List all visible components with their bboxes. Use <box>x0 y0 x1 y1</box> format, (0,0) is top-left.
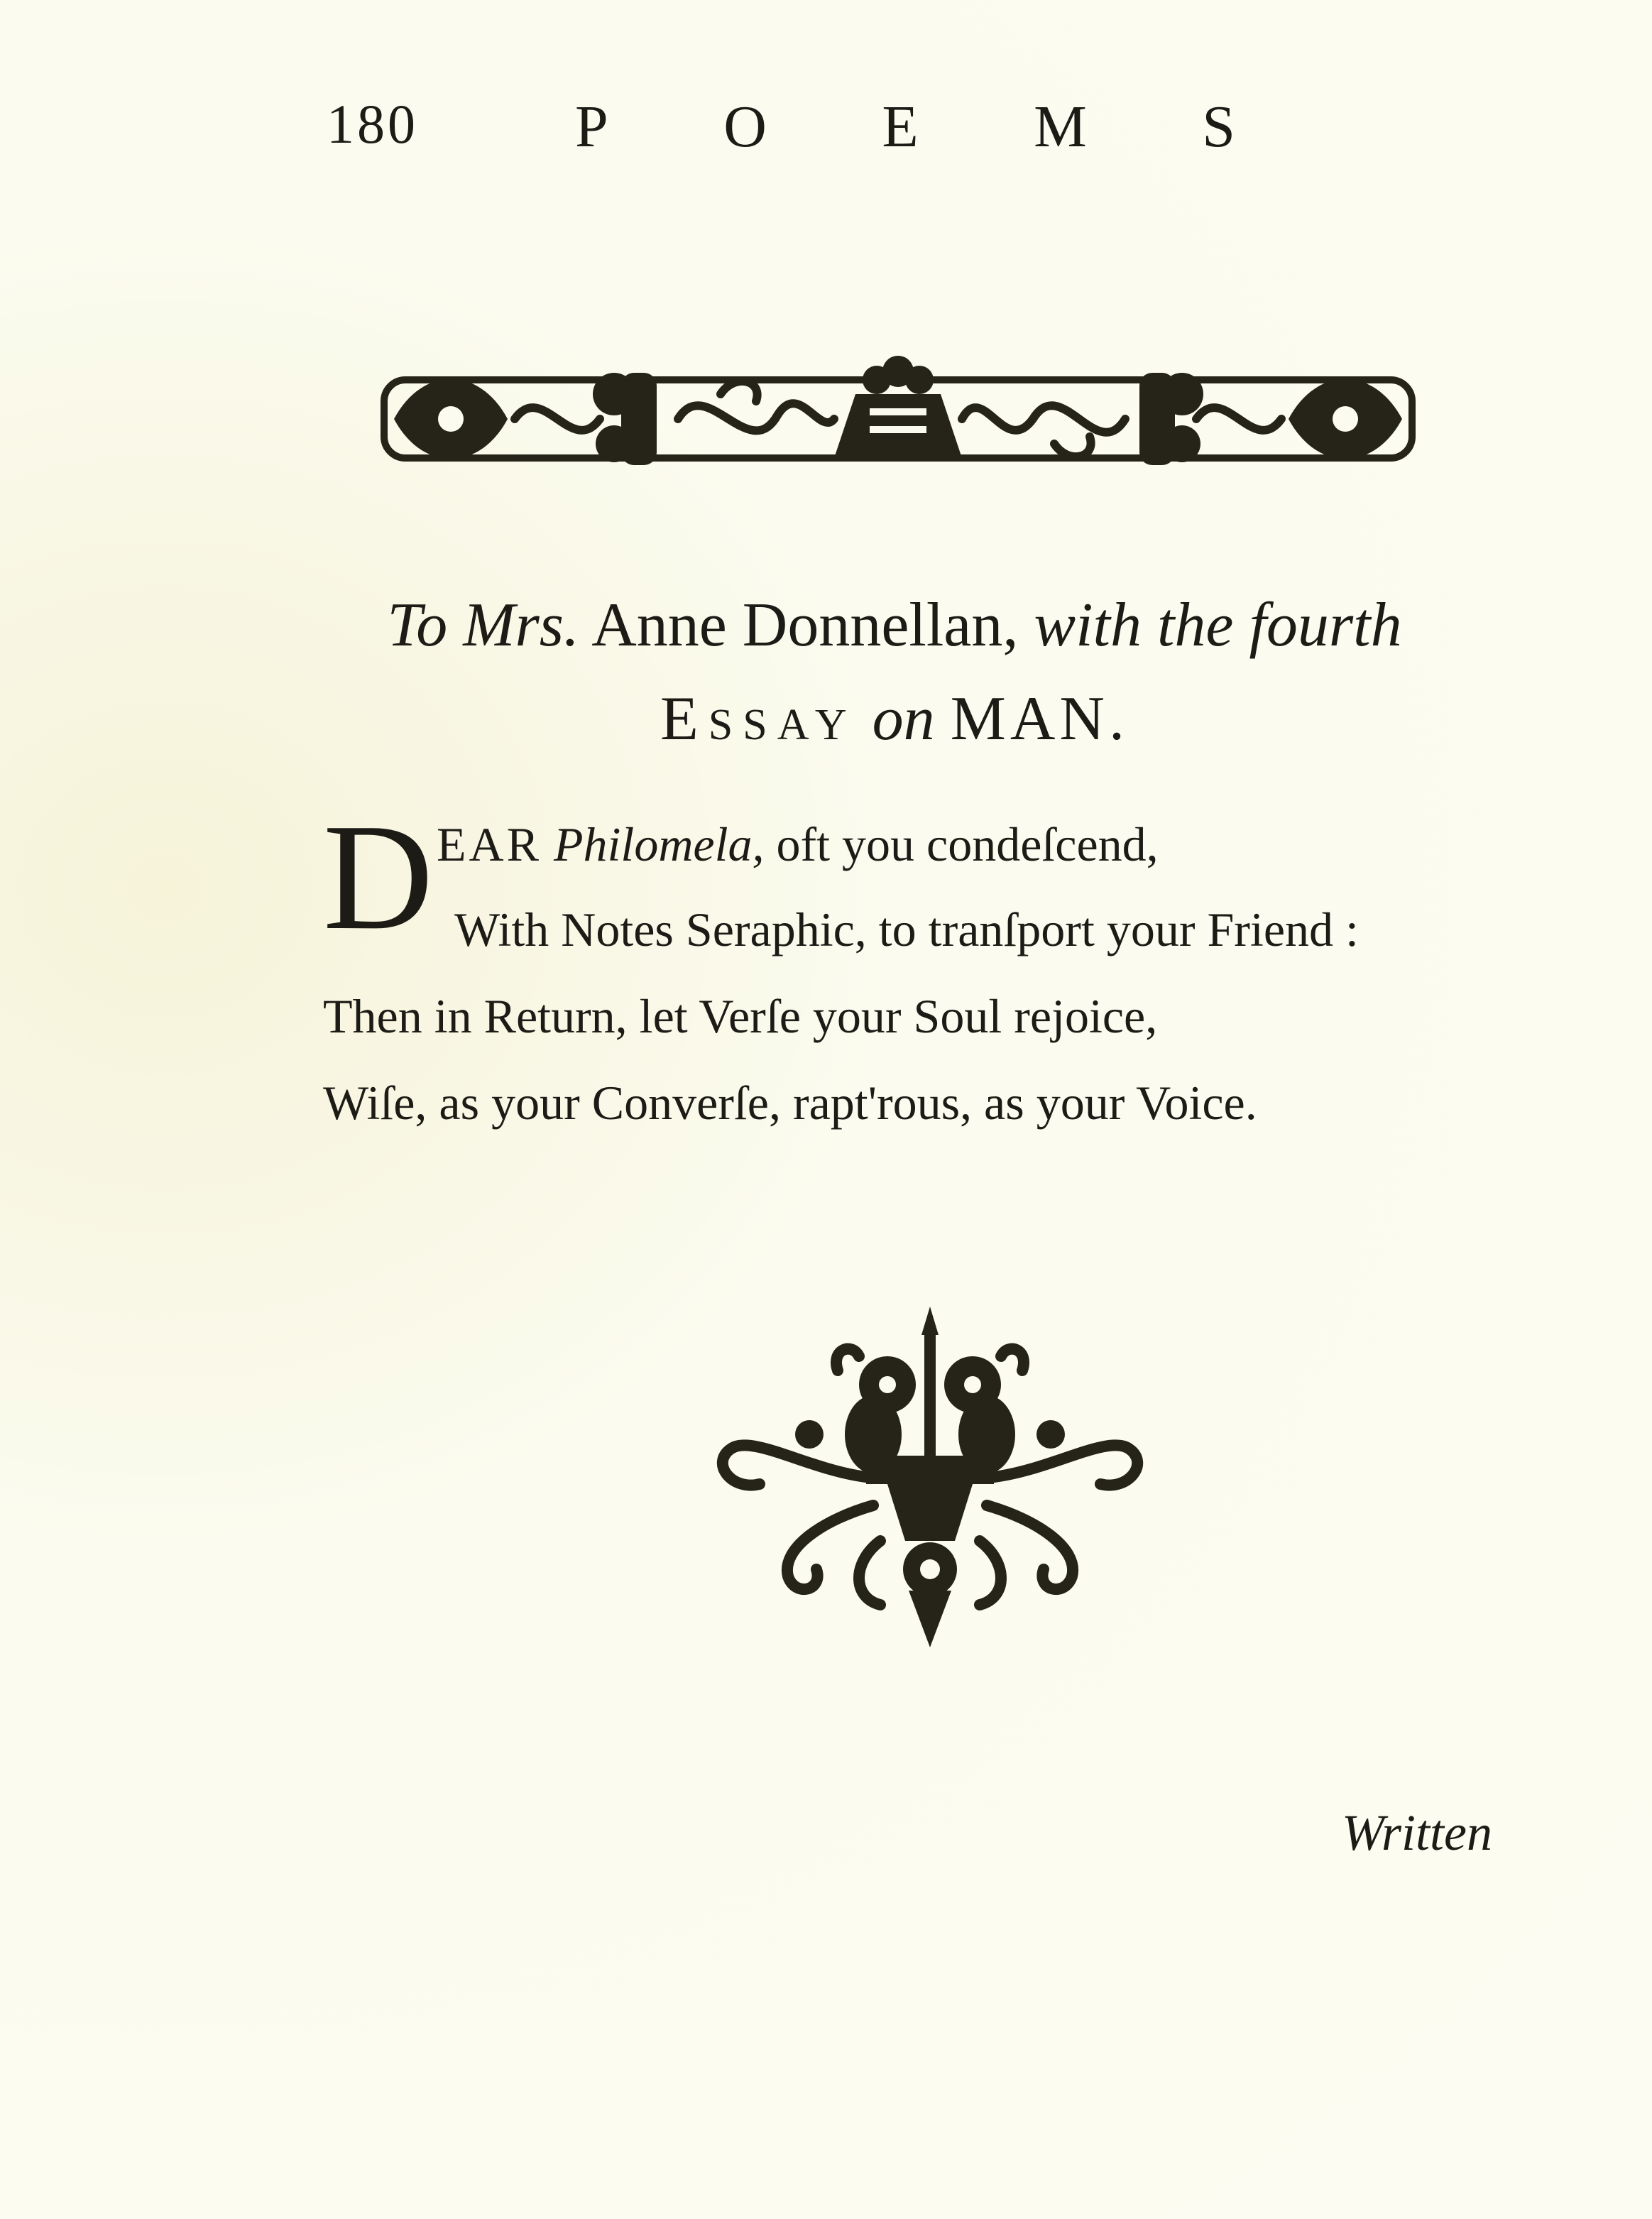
poem-title <box>312 579 1477 772</box>
poem-line-2: With Notes Seraphic, to tranſport your Friend : <box>454 903 1359 956</box>
title-man: MAN. <box>950 685 1129 753</box>
line1-caps: EAR <box>437 817 542 871</box>
title-essay-smallcaps: SSAY <box>708 701 857 749</box>
running-title-letter: M <box>1034 94 1087 160</box>
running-title-letter: O <box>723 94 767 160</box>
title-name: Anne Donnellan, <box>591 591 1019 660</box>
running-title <box>575 92 1235 161</box>
floral-band-ornament <box>380 351 1416 483</box>
catchword: Written <box>1342 1804 1492 1861</box>
running-title-letter: E <box>882 94 919 160</box>
poem-line-4: Wiſe, as your Converſe, rapt'rous, as your Voice. <box>323 1076 1257 1130</box>
running-title-letter: S <box>1202 94 1235 160</box>
title-line-2 <box>312 672 1477 772</box>
title-on: on <box>872 685 935 753</box>
title-line-1 <box>312 579 1477 672</box>
poem-line-1 <box>437 817 1159 873</box>
page-number: 180 <box>327 93 418 155</box>
title-to-mrs: To Mrs. <box>387 591 580 660</box>
title-essay-initial: E <box>660 685 709 753</box>
cherub-fleuron-ornament <box>710 1307 1150 1654</box>
line1-rest: oft you condeſcend, <box>776 817 1159 871</box>
running-title-letter: P <box>575 94 608 160</box>
running-header <box>327 92 1235 170</box>
title-with-fourth: with the fourth <box>1034 591 1402 660</box>
title-essay <box>660 685 857 753</box>
line1-italic: Philomela, <box>554 817 765 871</box>
poem-line-3: Then in Return, let Verſe your Soul rejoice, <box>323 989 1158 1043</box>
drop-cap: D <box>323 792 434 961</box>
